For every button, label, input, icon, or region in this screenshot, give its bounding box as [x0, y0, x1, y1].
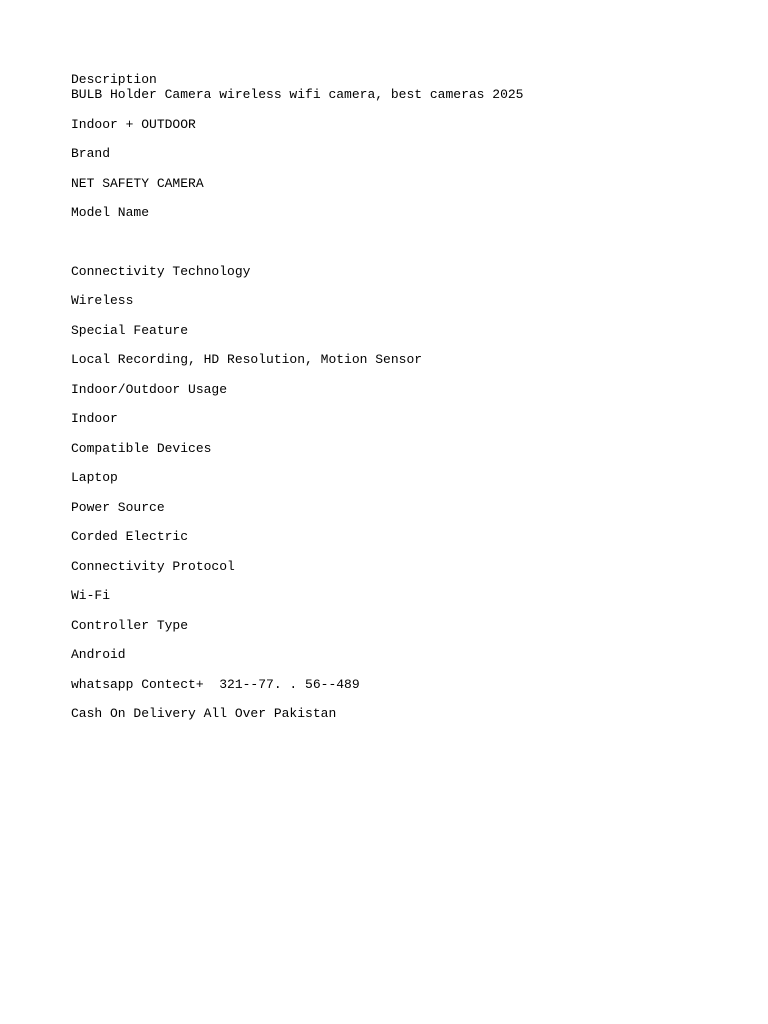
special-feature-label: Special Feature	[71, 322, 189, 338]
connectivity-technology-value: Wireless	[71, 293, 134, 308]
special-feature-value: Local Recording, HD Resolution, Motion Sensor	[71, 352, 423, 367]
product-title: BULB Holder Camera wireless wifi camera, best cameras 2025	[71, 87, 524, 102]
contact-line: whatsapp Contect+ 321--77. . 56--489	[71, 676, 360, 692]
power-source-value: Corded Electric	[71, 529, 189, 544]
connectivity-protocol-value: Wi-Fi	[71, 588, 111, 603]
connectivity-protocol-label: Connectivity Protocol	[71, 558, 235, 574]
compatible-devices-value: Laptop	[71, 470, 118, 485]
model-name-label: Model Name	[71, 205, 150, 220]
description-heading: Description	[71, 72, 157, 87]
usage-value: Indoor	[71, 411, 118, 426]
document-body	[71, 72, 711, 721]
controller-type-label: Controller Type	[71, 617, 189, 633]
controller-type-value: Android	[71, 647, 126, 662]
delivery-line: Cash On Delivery All Over Pakistan	[71, 706, 337, 721]
brand-value: NET SAFETY CAMERA	[71, 175, 204, 191]
power-source-label: Power Source	[71, 499, 165, 515]
compatible-devices-label: Compatible Devices	[71, 440, 212, 456]
connectivity-technology-label: Connectivity Technology	[71, 263, 251, 279]
usage-label: Indoor/Outdoor Usage	[71, 381, 228, 397]
usage-summary: Indoor + OUTDOOR	[71, 116, 196, 132]
brand-label: Brand	[71, 146, 111, 161]
